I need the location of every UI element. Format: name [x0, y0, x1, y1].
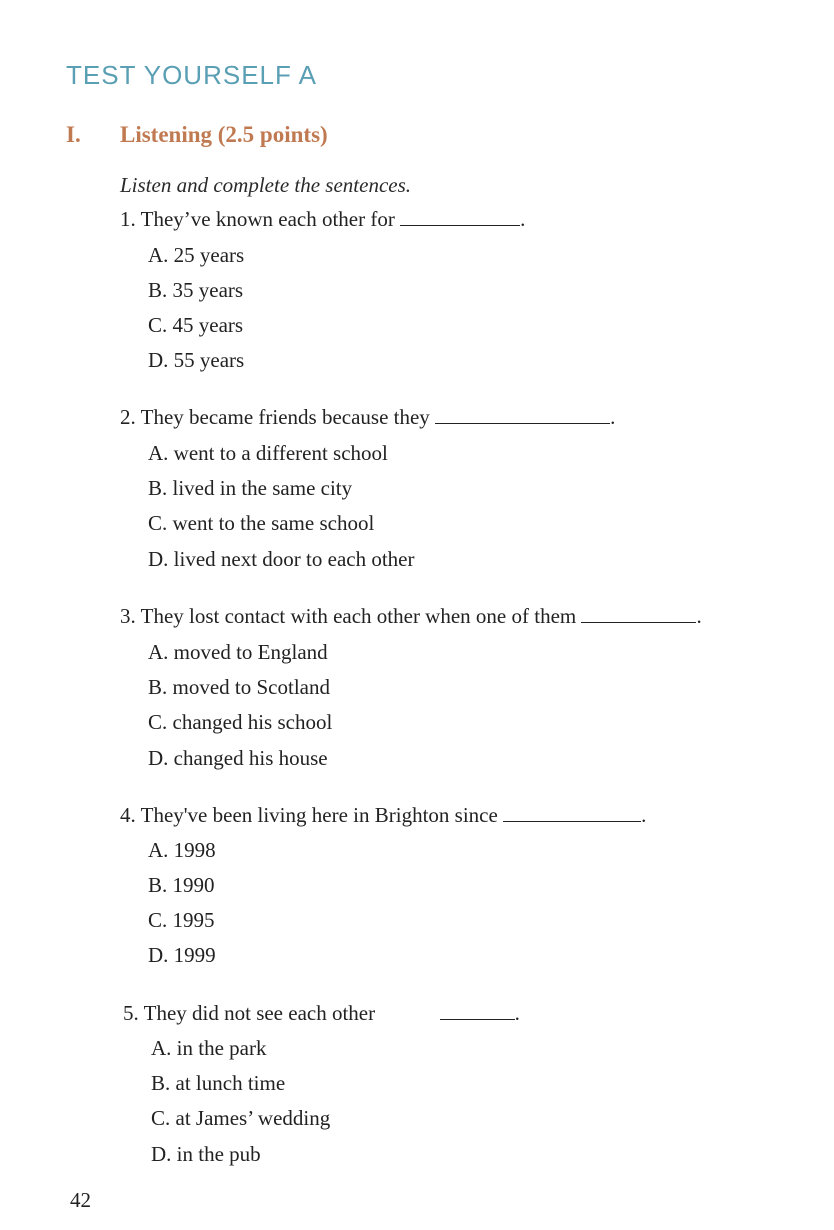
question-5-prompt: 5. They did not see each other [123, 1001, 376, 1025]
question-5-end: . [514, 1001, 520, 1025]
question-3-option-d[interactable]: D. changed his house [148, 746, 328, 770]
question-2-option-c[interactable]: C. went to the same school [148, 511, 375, 535]
answer-blank-1[interactable] [400, 209, 520, 226]
question-2-option-a[interactable]: A. went to a different school [148, 441, 388, 465]
page-number: 42 [70, 1188, 91, 1212]
question-3-option-a[interactable]: A. moved to England [148, 640, 328, 664]
answer-blank-3[interactable] [581, 606, 696, 623]
question-1-end: . [520, 207, 526, 231]
question-3-option-b[interactable]: B. moved to Scotland [148, 675, 330, 699]
question-4-prompt: 4. They've been living here in Brighton since [120, 803, 498, 827]
section-number: I. [66, 122, 81, 147]
question-1-option-a[interactable]: A. 25 years [148, 243, 245, 267]
page-title: TEST YOURSELF A [66, 60, 318, 90]
answer-blank-5[interactable] [440, 1003, 515, 1020]
question-4-option-b[interactable]: B. 1990 [148, 873, 215, 897]
question-1-option-d[interactable]: D. 55 years [148, 348, 245, 372]
question-4-end: . [641, 803, 647, 827]
question-5-option-c[interactable]: C. at James’ wedding [151, 1106, 331, 1130]
question-3 [120, 604, 702, 629]
question-1-prompt: 1. They’ve known each other for [120, 207, 395, 231]
question-1-option-b[interactable]: B. 35 years [148, 278, 244, 302]
question-1 [120, 207, 525, 232]
question-2-prompt: 2. They became friends because they [120, 405, 430, 429]
question-5 [123, 1001, 520, 1026]
question-3-option-c[interactable]: C. changed his school [148, 710, 333, 734]
answer-blank-2[interactable] [435, 407, 610, 424]
question-5-option-d[interactable]: D. in the pub [151, 1142, 261, 1166]
question-5-option-b[interactable]: B. at lunch time [151, 1071, 286, 1095]
question-3-prompt: 3. They lost contact with each other when one of them [120, 604, 577, 628]
question-2-option-b[interactable]: B. lived in the same city [148, 476, 353, 500]
instruction-text: Listen and complete the sentences. [120, 173, 412, 197]
question-4 [120, 803, 646, 828]
question-4-option-d[interactable]: D. 1999 [148, 943, 216, 967]
section-title: Listening (2.5 points) [120, 122, 328, 147]
question-4-option-c[interactable]: C. 1995 [148, 908, 215, 932]
question-4-option-a[interactable]: A. 1998 [148, 838, 216, 862]
question-3-end: . [696, 604, 702, 628]
question-1-option-c[interactable]: C. 45 years [148, 313, 244, 337]
question-2-option-d[interactable]: D. lived next door to each other [148, 547, 415, 571]
question-2-end: . [610, 405, 616, 429]
answer-blank-4[interactable] [503, 805, 641, 822]
question-2 [120, 405, 615, 430]
question-5-option-a[interactable]: A. in the park [151, 1036, 267, 1060]
